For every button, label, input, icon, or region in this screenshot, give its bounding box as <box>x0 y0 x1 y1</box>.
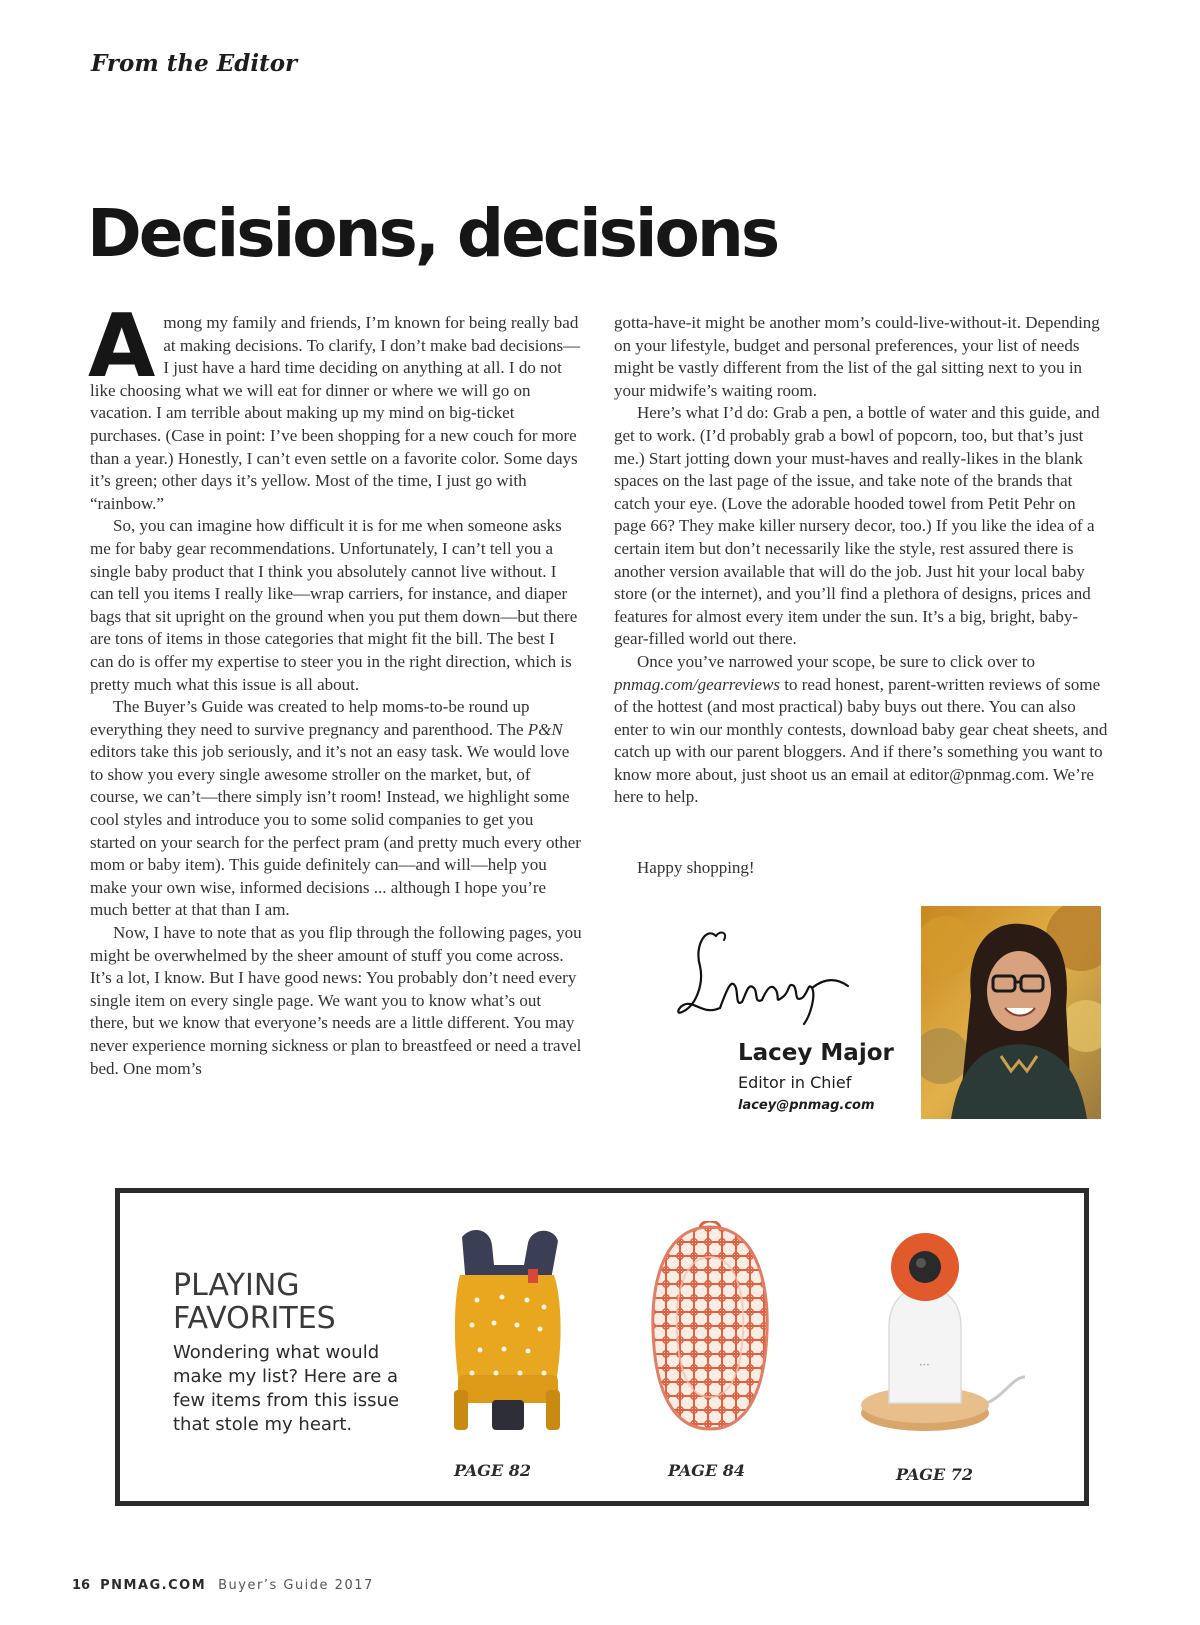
article-paragraph: The Buyer’s Guide was created to help moms-to-be round up everything they need to survive pregnancy and parenthood. The P&N editors take this job seriously, and it’s not an easy task. We would love to show you every single awesome stroller on the market, but, of course, we can’t—there simply isn’t room! Instead, we highlight some cool styles and introduce you to some solid companies to get you started on your search for the perfect pram (and pretty much every other mom or baby item). This guide definitely can—and will—help you make your own wise, informed decisions ... although I hope you’re much better at that than I am. <box>90 697 581 920</box>
editor-signature <box>676 916 856 1026</box>
favorite-page-label: PAGE 72 <box>896 1465 973 1484</box>
article-paragraph: Among my family and friends, I’m known for being really bad at making decisions. To clarify, I don’t make bad decisions—I just have a hard time deciding on anything at all. I do not like choosing what we will eat for dinner or where we will go on vacation. I am terrible about making up my mind on big-ticket purchases. (Case in point: I’ve been shopping for a new couch for more than a year.) Honestly, I can’t even settle on a favorite color. Some days it’s green; other days it’s yellow. Most of the time, I just go with “rainbow.” <box>88 295 581 513</box>
editor-email[interactable]: lacey@pnmag.com <box>738 1098 875 1113</box>
favorite-page-label: PAGE 82 <box>454 1461 531 1480</box>
section-label: From the Editor <box>91 50 298 77</box>
playing-favorites-box <box>115 1188 1089 1506</box>
article-column-left <box>88 295 582 1080</box>
magazine-name: P&N <box>527 719 563 739</box>
article-paragraph: So, you can imagine how difficult it is for me when someone asks me for baby gear recommendations. Unfortunately, I can’t tell you a single baby product that I think you absolutely cannot live without. I can tell you items I really like—wrap carriers, for instance, and diaper bags that sit upright on the ground when you put them down—but there are tons of items in those categories that might fit the bill. The best I can do is offer my expertise to steer you in the right direction, which is pretty much what this issue is all about. <box>90 516 578 694</box>
baby-monitor-icon <box>855 1227 1030 1437</box>
favorites-description: Wondering what would make my list? Here are a few items from this issue that stole my heart. <box>173 1342 400 1435</box>
svg-text:•••: ••• <box>919 1362 930 1369</box>
baby-lounger-icon <box>645 1221 775 1436</box>
page-footer <box>72 1578 374 1593</box>
drop-cap: A <box>88 295 156 397</box>
favorites-title: PLAYING FAVORITES <box>173 1268 336 1336</box>
article-paragraph: gotta-have-it might be another mom’s could-live-without-it. Depending on your lifestyle, budget and personal preferences, your list of needs might be vastly different from the list of the gal sitting next to you in your midwife’s waiting room. <box>614 313 1100 400</box>
article-paragraph: Here’s what I’d do: Grab a pen, a bottle of water and this guide, and get to work. (I’d probably grab a bowl of popcorn, too, but that’s just me.) Start jotting down your must-haves and really-likes in the blank spaces on the last page of the issue, and take note of the brands that catch your eye. (Love the adorable hooded towel from Petit Pehr on page 66? They make killer nursery decor, too.) If you like the idea of a certain item but don’t necessarily like the style, rest assured there is another version available that will do the job. Just hit your local baby store (or the internet), and you’ll find a plethora of designs, prices and features for almost every item under the sun. It’s a big, bright, baby-gear-filled world out there. <box>614 403 1100 649</box>
editor-photo <box>921 906 1101 1119</box>
closing-line: Happy shopping! <box>637 858 755 877</box>
article-paragraph: Once you’ve narrowed your scope, be sure to click over to pnmag.com/gearreviews to read honest, parent-written reviews of some of the hottest (and most practical) baby buys out there. You can also enter to win our monthly contests, download baby gear cheat sheets, and catch up with our parent bloggers. And if there’s something you want to know more about, just shoot us an email at editor@pnmag.com. We’re here to help. <box>614 651 1108 807</box>
favorite-page-label: PAGE 84 <box>668 1461 745 1480</box>
baby-carrier-icon <box>432 1225 582 1440</box>
editor-name: Lacey Major <box>738 1040 894 1066</box>
site-name[interactable]: PNMAG.COM <box>100 1578 207 1593</box>
gear-reviews-link[interactable]: pnmag.com/gearreviews <box>614 674 781 694</box>
article-column-right <box>614 312 1108 809</box>
headline: Decisions, decisions <box>87 195 778 272</box>
publication-name: Buyer’s Guide 2017 <box>218 1578 374 1593</box>
page-number: 16 <box>72 1578 91 1593</box>
article-paragraph: Now, I have to note that as you flip through the following pages, you might be overwhelmed by the sheer amount of stuff you come across. It’s a lot, I know. But I have good news: You probably don’t need every single item on every single page. We want you to know what’s out there, but we know that everyone’s needs are a little different. You may never experience morning sickness or plan to breastfeed or need a travel bed. One mom’s <box>90 923 582 1078</box>
editor-title: Editor in Chief <box>738 1073 852 1092</box>
